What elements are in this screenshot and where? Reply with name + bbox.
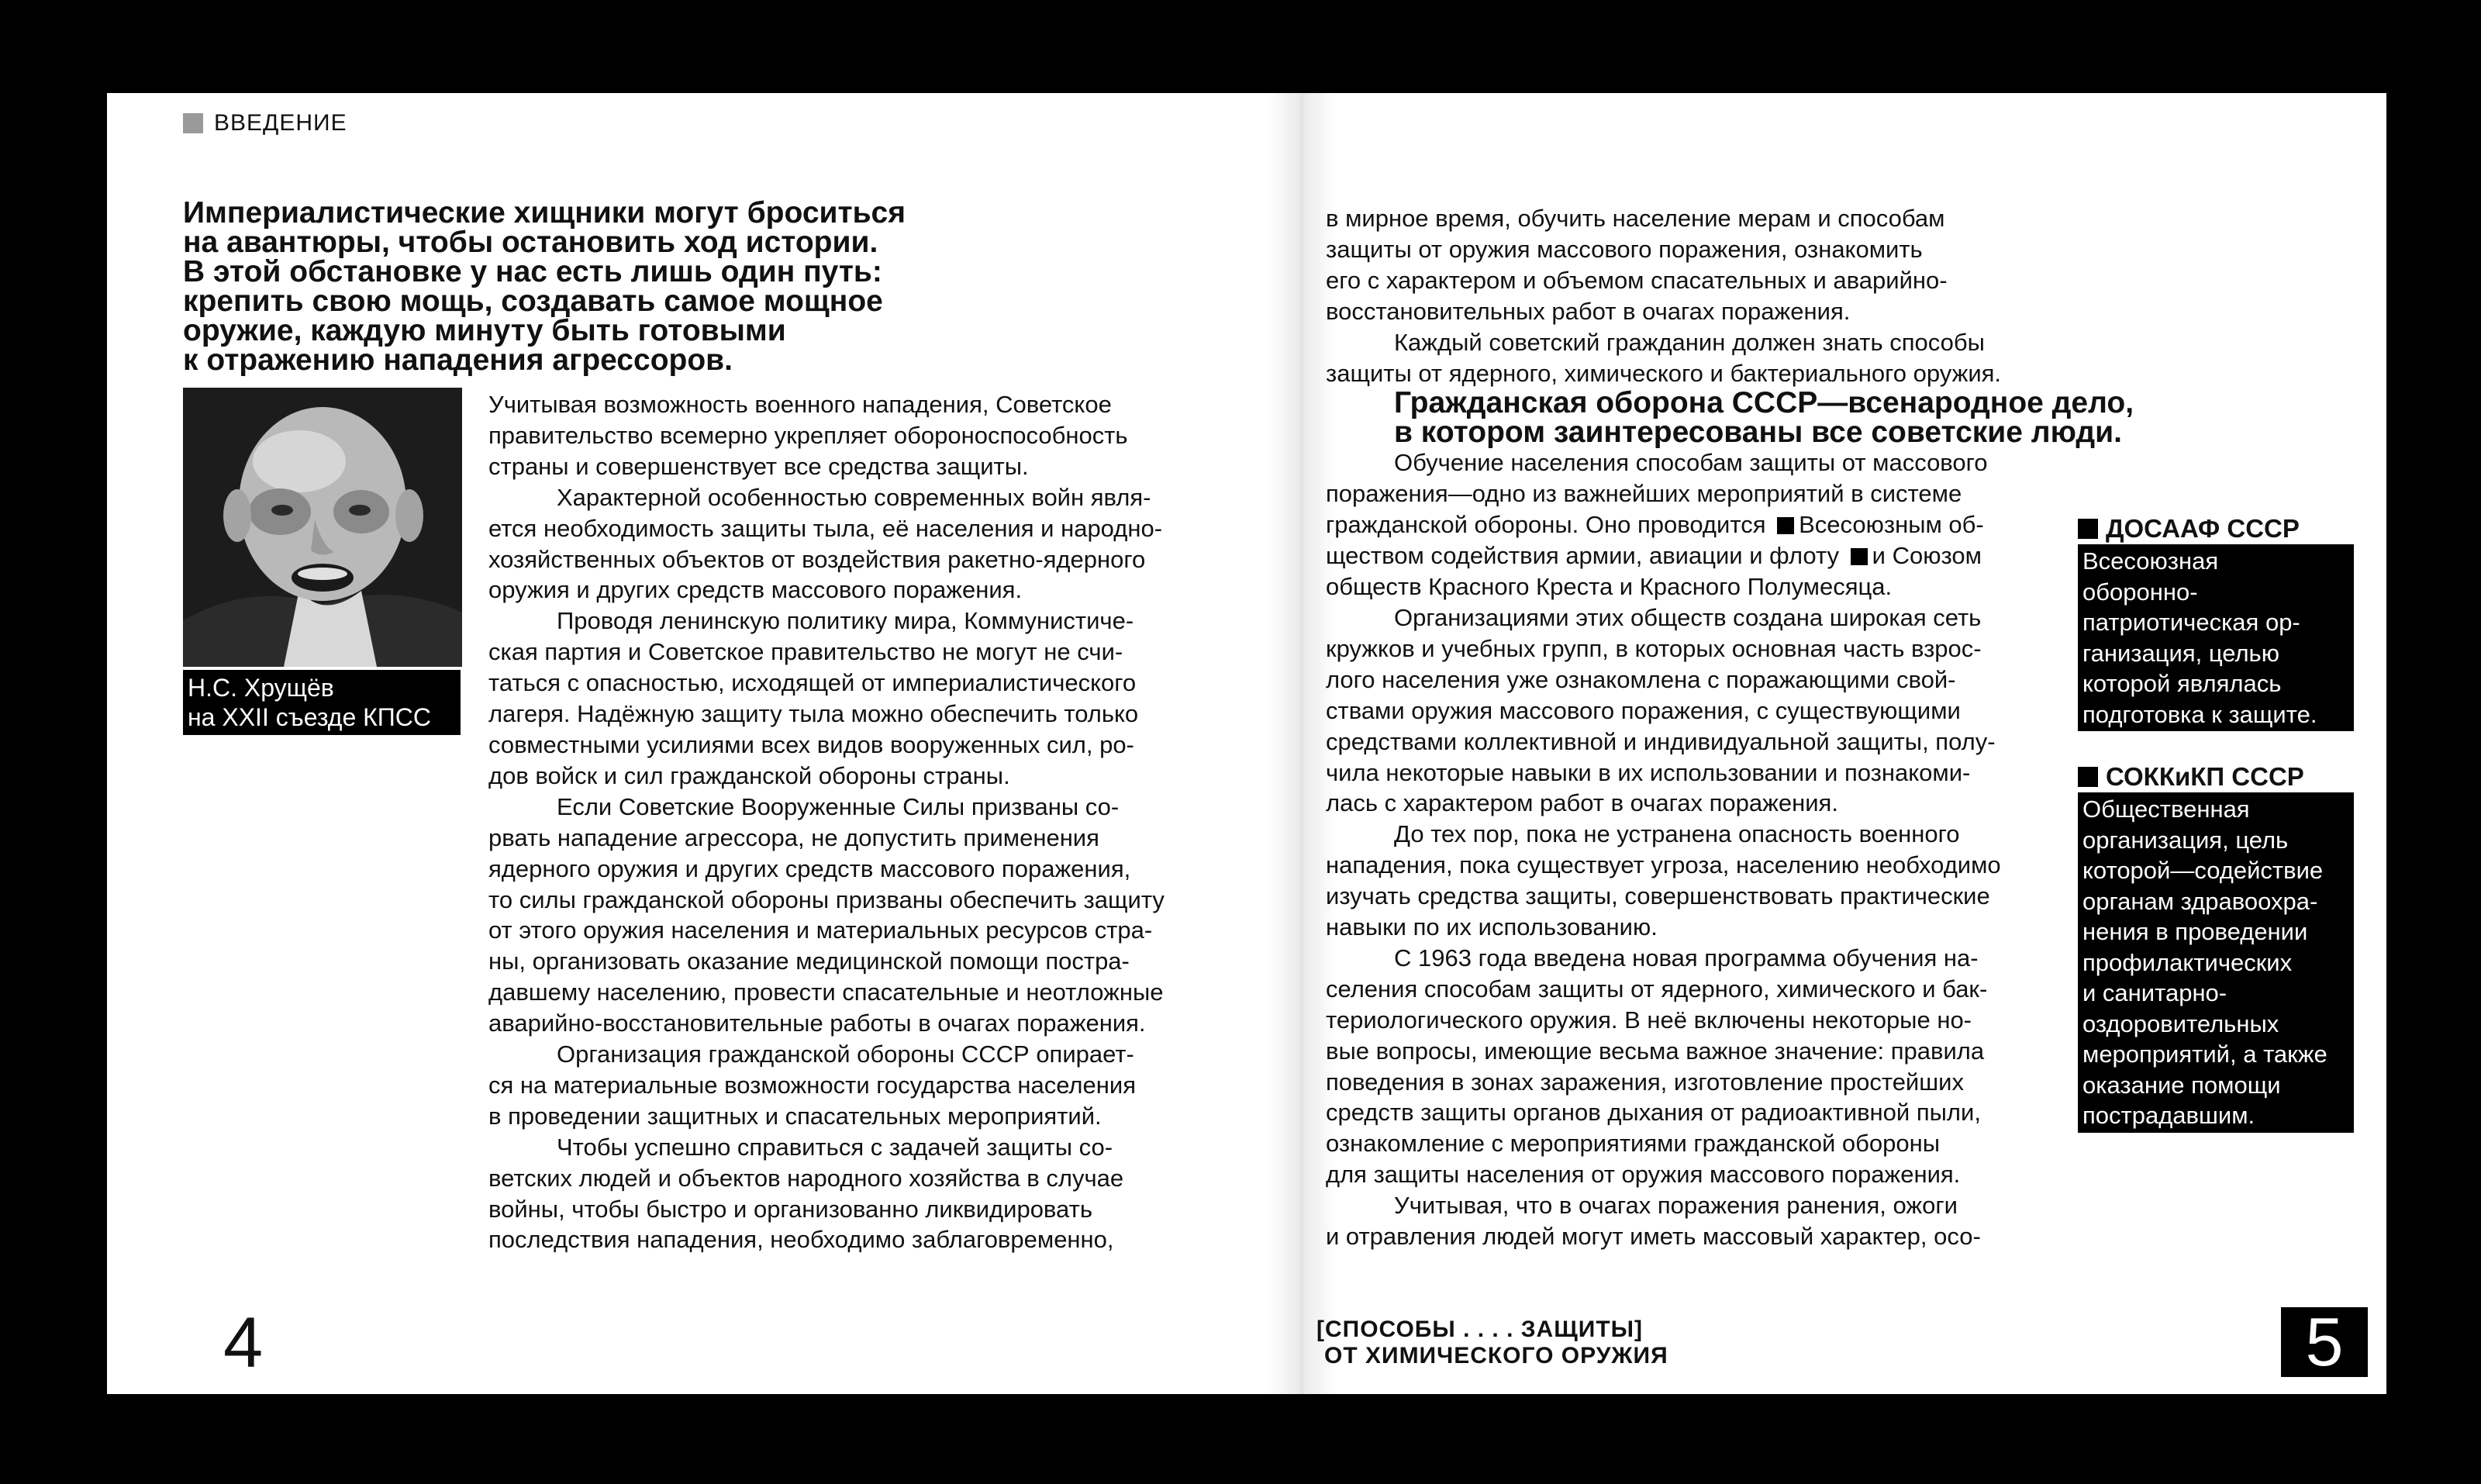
section-title: ВВЕДЕНИЕ — [214, 110, 347, 136]
left-body-column — [488, 389, 1334, 1255]
gray-square-icon — [183, 113, 203, 133]
sidebar-sokkikp — [2078, 761, 2354, 1133]
lead-line: Империалистические хищники могут броситься — [183, 196, 906, 230]
sidebar-dosaaf — [2078, 513, 2354, 731]
section-header — [183, 110, 347, 136]
page-number-left: 4 — [223, 1303, 264, 1382]
lead-line: В этой обстановке у нас есть лишь один путь: — [183, 255, 882, 288]
paragraph: Каждый советский гражданин должен знать способы защиты от ядерного, химического и бактериального оружия. — [1326, 328, 2002, 387]
paragraph: Характерной особенностью современных войн явля- ется необходимость защиты тыла, её населения и народно- хозяйственных объектов от воздействия ракетно-ядерного оружия и других средств массового поражения. — [488, 483, 1163, 604]
subheading: Гражданская оборона СССР—всенародное дело, в котором заинтересованы все советские люди. — [1394, 386, 2134, 450]
marker-square-icon — [1777, 517, 1794, 534]
paragraph: Обучение населения способам защиты от массового поражения—одно из важнейших мероприятий в системе гражданской обороны. Оно проводится Всесоюзным об- ществом содействия армии, авиации и флоту и Союзом обществ Красного Креста и Красного Полумесяца. — [1326, 449, 1988, 601]
caption-line: на XXII съезде КПСС — [188, 703, 431, 731]
paragraph: Учитывая, что в очагах поражения ранения, ожоги и отравления людей могут иметь массовый характер, осо- — [1326, 1192, 1981, 1251]
paragraph: Если Советские Вооруженные Силы призваны со- рвать нападение агрессора, не допустить применения ядерного оружия и других средств массового поражения, то силы гражданской обороны призваны обеспечить защиту от этого оружия населения и материальных ресурсов стра- ны, организовать оказание медицинской помощи постра- давшему населению, провести спасательные и неотложные аварийно-восстановительные работы в очагах поражения. — [488, 792, 1165, 1037]
portrait-illustration — [183, 388, 462, 667]
black-square-icon — [2078, 519, 2098, 539]
sidebar-title: СОККиКП СССР — [2078, 761, 2354, 792]
sidebar-box: Общественная организация, цель которой—содействие органам здравоохра- нения в проведении профилактических и санитарно- оздоровительных мероприятий, а также оказание помощи пострадавшим. — [2078, 792, 2354, 1133]
lead-line: на авантюры, чтобы остановить ход истории. — [183, 226, 878, 259]
book-spread — [107, 93, 2386, 1394]
paragraph: в мирное время, обучить население мерам и способам защиты от оружия массового поражения, ознакомить его с характером и объемом спасательных и аварийно- восстановительных работ в очагах поражения. — [1326, 205, 1948, 325]
paragraph: Организация гражданской обороны СССР опирает- ся на материальные возможности государства населения в проведении защитных и спасательных мероприятий. — [488, 1041, 1136, 1130]
paragraph: До тех пор, пока не устранена опасность военного нападения, пока существует угроза, населению необходимо изучать средства защиты, совершенствовать практические навыки по их использованию. — [1326, 820, 2001, 941]
running-footer: [СПОСОБЫ . . . . ЗАЩИТЫ] ОТ ХИМИЧЕСКОГО ОРУЖИЯ — [1316, 1317, 1668, 1368]
marker-square-icon — [1851, 548, 1868, 565]
lead-line: оружие, каждую минуту быть готовыми — [183, 314, 786, 347]
sidebar-box: Всесоюзная оборонно- патриотическая ор- ганизация, целью которой являлась подготовка к защите. — [2078, 544, 2354, 731]
sidebar-title: ДОСААФ СССР — [2078, 513, 2354, 544]
paragraph: С 1963 года введена новая программа обучения на- селения способам защиты от ядерного, химического и бак- териологического оружия. В неё включены некоторые но- вые вопросы, имеющие весьма важное значение: правила поведения в зонах заражения, изготовление простейших средств защиты органов дыхания от радиоактивной пыли, ознакомление с мероприятиями гражданской обороны для защиты населения от оружия массового поражения. — [1326, 944, 1988, 1189]
caption-line: Н.С. Хрущёв — [188, 674, 334, 702]
lead-line: крепить свою мощь, создавать самое мощное — [183, 285, 883, 318]
lead-line: к отражению нападения агрессоров. — [183, 343, 733, 377]
portrait-photo — [183, 388, 462, 667]
paragraph: Организациями этих обществ создана широкая сеть кружков и учебных групп, в которых основная часть взрос- лого населения уже ознакомлена с поражающими свой- ствами оружия массового поражения, с существующими средствами коллективной и индивидуальной защиты, полу- чила некоторые навыки в их использовании и познакоми- лась с характером работ в очагах поражения. — [1326, 603, 1996, 817]
photo-caption — [183, 670, 461, 735]
page-number-right: 5 — [2281, 1307, 2368, 1377]
lead-quote — [183, 198, 1005, 375]
paragraph: Учитывая возможность военного нападения, Советское правительство всемерно укрепляет обороноспособность страны и совершенствует все средства защиты. — [488, 391, 1128, 480]
paragraph: Чтобы успешно справиться с задачей защиты со- ветских людей и объектов народного хозяйства в случае войны, чтобы быстро и организованно ликвидировать последствия нападения, необходимо заблаговременно, — [488, 1133, 1124, 1254]
paragraph: Проводя ленинскую политику мира, Коммунистиче- ская партия и Советское правительство не могут не счи- таться с опасностью, исходящей от империалистического лагеря. Надёжную защиту тыла можно обеспечить только совместными усилиями всех видов вооруженных сил, ро- дов войск и сил гражданской обороны страны. — [488, 607, 1139, 789]
black-square-icon — [2078, 767, 2098, 787]
right-body-column — [1326, 203, 2171, 1252]
